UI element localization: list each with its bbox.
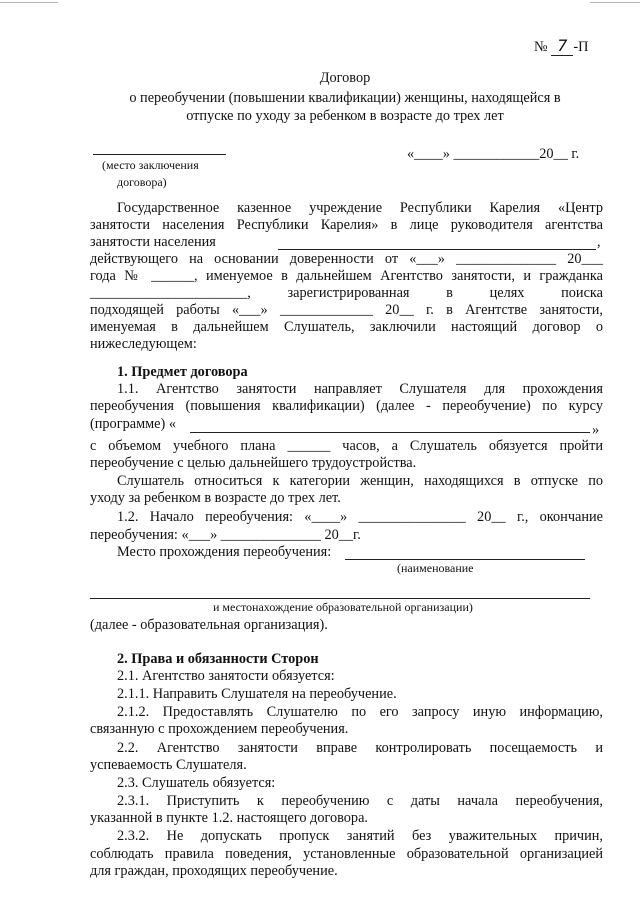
s2-line-12: для граждан, проходящих переобучение. (90, 863, 338, 879)
s2-line-11: соблюдать правила поведения, установленные образовательной организацией (90, 846, 603, 862)
document-number (534, 37, 589, 56)
contract-date-line: «____» ____________20__ г. (407, 146, 580, 162)
preamble-line-4: действующего на основании доверенности от «___» ______________ 20___ (90, 251, 603, 267)
number-sign: № (534, 39, 548, 55)
number-suffix: -П (573, 39, 589, 55)
s1-line-11: (далее - образовательная организация). (90, 617, 328, 633)
s2-line-4: связанную с прохождением переобучения. (90, 721, 349, 737)
s1-line-4: с объемом учебного плана ______ часов, а Слушатель обязуется пройти (90, 438, 603, 454)
organization-blank (90, 598, 590, 599)
s2-line-7: 2.3. Слушатель обязуется: (117, 775, 276, 791)
s1-line-10: Место прохождения переобучения: (117, 544, 332, 560)
preamble-line-6: ______________________, зарегистрированная в целях поиска (90, 285, 603, 301)
s2-line-8: 2.3.1. Приступить к переобучению с даты начала переобучения, (117, 793, 603, 809)
s2-line-10: 2.3.2. Не допускать пропуск занятий без уважительных причин, (117, 828, 603, 844)
head-name-blank (278, 249, 596, 250)
s1-quote-close: » (592, 422, 600, 438)
s1-line-6: Слушатель относиться к категории женщин, находящихся в отпуске по (117, 473, 603, 489)
scan-edge-line (590, 2, 640, 3)
preamble-line-7: подходящей работы «___» _____________ 20__ г. в Агентстве занятости, (90, 302, 603, 318)
training-place-blank (345, 559, 585, 560)
s2-line-3: 2.1.2. Предоставлять Слушателю по его запросу иную информацию, (117, 704, 603, 720)
s1-line-9: переобучения: «___» ______________ 20__г. (90, 527, 361, 543)
s2-line-6: успеваемость Слушателя. (90, 757, 247, 773)
s2-line-2: 2.1.1. Направить Слушателя на переобучение. (117, 686, 397, 702)
comma: , (597, 234, 601, 250)
preamble-line-3: занятости населения (90, 234, 216, 250)
s2-line-9: указанной в пункте 1.2. настоящего договора. (90, 810, 368, 826)
s1-line-1: 1.1. Агентство занятости направляет Слушателя для прохождения (117, 381, 603, 397)
section-2-heading: 2. Права и обязанности Сторон (117, 651, 319, 667)
place-label-1: (место заключения (102, 158, 199, 172)
preamble-line-9: нижеследующем: (90, 336, 197, 352)
preamble-line-5: года № ______, именуемое в дальнейшем Агентство занятости, и гражданка (90, 268, 603, 284)
section-1-heading: 1. Предмет договора (117, 364, 248, 380)
course-name-blank (190, 432, 590, 433)
document-subtitle-1: о переобучении (повышении квалификации) женщины, находящейся в (129, 90, 561, 106)
s1-caption-1: (наименование (397, 561, 474, 575)
s1-line-2: переобучения (повышения квалификации) (далее - переобучение) по курсу (90, 398, 603, 414)
preamble-line-8: именуемая в дальнейшем Слушатель, заключили настоящий договор о (90, 319, 603, 335)
s1-line-7: уходу за ребенком в возрасте до трех лет. (90, 490, 341, 506)
document-title: Договор (319, 70, 371, 86)
scan-edge-line (0, 2, 58, 3)
s1-caption-2: и местонахождение образовательной организации) (213, 600, 473, 614)
s1-line-5: переобучение с целью дальнейшего трудоустройства. (90, 455, 417, 471)
preamble-line-1: Государственное казенное учреждение Республики Карелия «Центр (117, 200, 603, 216)
place-label-2: договора) (117, 175, 167, 189)
s2-line-5: 2.2. Агентство занятости вправе контролировать посещаемость и (117, 740, 603, 756)
s1-line-8: 1.2. Начало переобучения: «____» _______________ 20__ г., окончание (117, 509, 603, 525)
place-blank-line (93, 154, 226, 155)
preamble-line-2: занятости населения Республики Карелия» в лице руководителя агентства (90, 217, 603, 233)
s1-line-3: (программе) « (90, 416, 176, 432)
document-subtitle-2: отпуске по уходу за ребенком в возрасте до трех лет (186, 108, 504, 124)
s2-line-1: 2.1. Агентство занятости обязуется: (117, 668, 335, 684)
handwritten-number: 7 (551, 36, 573, 56)
